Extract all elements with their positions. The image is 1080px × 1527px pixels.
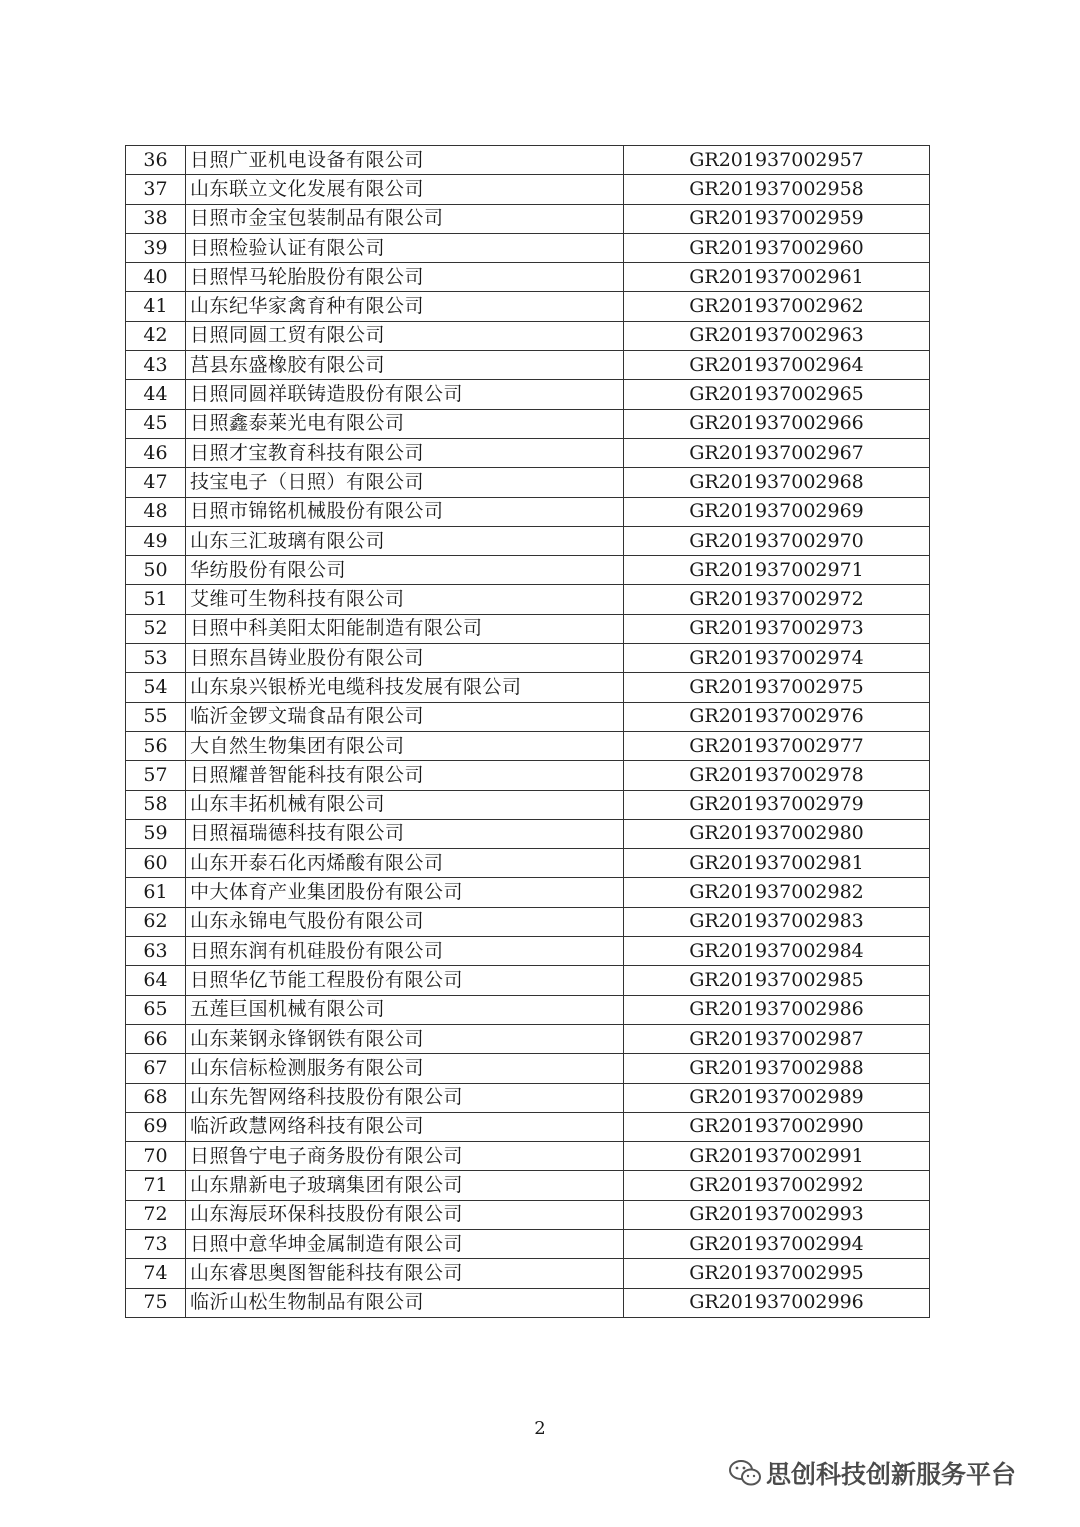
table-row xyxy=(126,1024,930,1053)
row-number: 66 xyxy=(126,1024,186,1053)
certificate-number: GR201937002957 xyxy=(624,146,930,175)
table-row xyxy=(126,1083,930,1112)
company-name: 日照华亿节能工程股份有限公司 xyxy=(186,966,624,995)
table-row xyxy=(126,263,930,292)
row-number: 45 xyxy=(126,409,186,438)
company-name: 山东永锦电气股份有限公司 xyxy=(186,907,624,936)
row-number: 40 xyxy=(126,263,186,292)
certificate-number: GR201937002965 xyxy=(624,380,930,409)
table-row xyxy=(126,380,930,409)
company-name: 临沂山松生物制品有限公司 xyxy=(186,1288,624,1317)
company-name: 山东丰拓机械有限公司 xyxy=(186,790,624,819)
table-row xyxy=(126,321,930,350)
certificate-number: GR201937002959 xyxy=(624,204,930,233)
table-row xyxy=(126,673,930,702)
row-number: 61 xyxy=(126,878,186,907)
row-number: 52 xyxy=(126,614,186,643)
company-name: 中大体育产业集团股份有限公司 xyxy=(186,878,624,907)
table-row xyxy=(126,233,930,262)
company-name: 日照同圆祥联铸造股份有限公司 xyxy=(186,380,624,409)
table-row xyxy=(126,556,930,585)
row-number: 71 xyxy=(126,1171,186,1200)
company-name: 山东开泰石化丙烯酸有限公司 xyxy=(186,849,624,878)
certificate-number: GR201937002971 xyxy=(624,556,930,585)
certificate-number: GR201937002977 xyxy=(624,731,930,760)
row-number: 69 xyxy=(126,1112,186,1141)
certificate-number: GR201937002975 xyxy=(624,673,930,702)
company-name: 艾维可生物科技有限公司 xyxy=(186,585,624,614)
company-name: 山东信标检测服务有限公司 xyxy=(186,1054,624,1083)
certificate-number: GR201937002976 xyxy=(624,702,930,731)
table-row xyxy=(126,1229,930,1258)
certificate-number: GR201937002973 xyxy=(624,614,930,643)
certificate-number: GR201937002963 xyxy=(624,321,930,350)
company-name: 日照鑫泰莱光电有限公司 xyxy=(186,409,624,438)
table-row xyxy=(126,937,930,966)
company-name: 山东纪华家禽育种有限公司 xyxy=(186,292,624,321)
watermark xyxy=(728,1455,1016,1491)
table-row xyxy=(126,761,930,790)
row-number: 60 xyxy=(126,849,186,878)
certificate-number: GR201937002983 xyxy=(624,907,930,936)
row-number: 57 xyxy=(126,761,186,790)
table-row xyxy=(126,731,930,760)
table-row xyxy=(126,790,930,819)
row-number: 55 xyxy=(126,702,186,731)
certificate-number: GR201937002996 xyxy=(624,1288,930,1317)
table-row xyxy=(126,907,930,936)
table-row xyxy=(126,1112,930,1141)
company-name: 山东莱钢永锋钢铁有限公司 xyxy=(186,1024,624,1053)
row-number: 63 xyxy=(126,937,186,966)
table-row xyxy=(126,1171,930,1200)
table-row xyxy=(126,468,930,497)
table-row xyxy=(126,526,930,555)
table-row xyxy=(126,966,930,995)
company-name: 日照东润有机硅股份有限公司 xyxy=(186,937,624,966)
row-number: 49 xyxy=(126,526,186,555)
row-number: 72 xyxy=(126,1200,186,1229)
certificate-number: GR201937002972 xyxy=(624,585,930,614)
row-number: 39 xyxy=(126,233,186,262)
company-name: 山东三汇玻璃有限公司 xyxy=(186,526,624,555)
certificate-number: GR201937002982 xyxy=(624,878,930,907)
company-name: 日照市金宝包装制品有限公司 xyxy=(186,204,624,233)
row-number: 56 xyxy=(126,731,186,760)
company-name: 临沂政慧网络科技有限公司 xyxy=(186,1112,624,1141)
company-name: 日照才宝教育科技有限公司 xyxy=(186,438,624,467)
company-name: 日照福瑞德科技有限公司 xyxy=(186,819,624,848)
certificate-number: GR201937002969 xyxy=(624,497,930,526)
table-row xyxy=(126,292,930,321)
table-row xyxy=(126,585,930,614)
certificate-number: GR201937002984 xyxy=(624,937,930,966)
company-name: 日照市锦铭机械股份有限公司 xyxy=(186,497,624,526)
table-row xyxy=(126,702,930,731)
company-name: 山东海辰环保科技股份有限公司 xyxy=(186,1200,624,1229)
certificate-number: GR201937002994 xyxy=(624,1229,930,1258)
row-number: 36 xyxy=(126,146,186,175)
row-number: 47 xyxy=(126,468,186,497)
table-row xyxy=(126,1288,930,1317)
table-row xyxy=(126,1142,930,1171)
row-number: 67 xyxy=(126,1054,186,1083)
certificate-number: GR201937002970 xyxy=(624,526,930,555)
company-name: 日照耀普智能科技有限公司 xyxy=(186,761,624,790)
certificate-number: GR201937002968 xyxy=(624,468,930,497)
watermark-text: 思创科技创新服务平台 xyxy=(766,1460,1017,1489)
certificate-number: GR201937002966 xyxy=(624,409,930,438)
table-row xyxy=(126,644,930,673)
certificate-number: GR201937002990 xyxy=(624,1112,930,1141)
table-row xyxy=(126,849,930,878)
company-name: 日照检验认证有限公司 xyxy=(186,233,624,262)
table-row xyxy=(126,175,930,204)
row-number: 38 xyxy=(126,204,186,233)
certificate-number: GR201937002964 xyxy=(624,351,930,380)
company-name: 五莲巨国机械有限公司 xyxy=(186,995,624,1024)
company-name: 日照中科美阳太阳能制造有限公司 xyxy=(186,614,624,643)
table-row xyxy=(126,351,930,380)
certificate-number: GR201937002979 xyxy=(624,790,930,819)
certificate-table-body xyxy=(126,146,930,1318)
certificate-table xyxy=(125,145,930,1318)
company-name: 临沂金锣文瑞食品有限公司 xyxy=(186,702,624,731)
certificate-number: GR201937002987 xyxy=(624,1024,930,1053)
table-row xyxy=(126,1054,930,1083)
company-name: 日照悍马轮胎股份有限公司 xyxy=(186,263,624,292)
row-number: 74 xyxy=(126,1259,186,1288)
certificate-number: GR201937002958 xyxy=(624,175,930,204)
company-name: 山东泉兴银桥光电缆科技发展有限公司 xyxy=(186,673,624,702)
table-row xyxy=(126,204,930,233)
certificate-number: GR201937002961 xyxy=(624,263,930,292)
row-number: 51 xyxy=(126,585,186,614)
company-name: 技宝电子（日照）有限公司 xyxy=(186,468,624,497)
row-number: 68 xyxy=(126,1083,186,1112)
certificate-number: GR201937002988 xyxy=(624,1054,930,1083)
company-name: 大自然生物集团有限公司 xyxy=(186,731,624,760)
table-row xyxy=(126,995,930,1024)
certificate-number: GR201937002978 xyxy=(624,761,930,790)
company-name: 日照中意华坤金属制造有限公司 xyxy=(186,1229,624,1258)
table-row xyxy=(126,1200,930,1229)
company-name: 日照同圆工贸有限公司 xyxy=(186,321,624,350)
certificate-number: GR201937002992 xyxy=(624,1171,930,1200)
certificate-number: GR201937002995 xyxy=(624,1259,930,1288)
table-row xyxy=(126,1259,930,1288)
certificate-number: GR201937002980 xyxy=(624,819,930,848)
row-number: 70 xyxy=(126,1142,186,1171)
company-name: 日照广亚机电设备有限公司 xyxy=(186,146,624,175)
row-number: 43 xyxy=(126,351,186,380)
row-number: 65 xyxy=(126,995,186,1024)
row-number: 48 xyxy=(126,497,186,526)
row-number: 42 xyxy=(126,321,186,350)
row-number: 62 xyxy=(126,907,186,936)
row-number: 50 xyxy=(126,556,186,585)
row-number: 44 xyxy=(126,380,186,409)
table-row xyxy=(126,497,930,526)
row-number: 59 xyxy=(126,819,186,848)
company-name: 山东鼎新电子玻璃集团有限公司 xyxy=(186,1171,624,1200)
certificate-number: GR201937002974 xyxy=(624,644,930,673)
certificate-number: GR201937002981 xyxy=(624,849,930,878)
company-name: 山东睿思奥图智能科技有限公司 xyxy=(186,1259,624,1288)
table-row xyxy=(126,878,930,907)
company-name: 山东先智网络科技股份有限公司 xyxy=(186,1083,624,1112)
page-number: 2 xyxy=(534,1418,546,1439)
row-number: 75 xyxy=(126,1288,186,1317)
certificate-number: GR201937002989 xyxy=(624,1083,930,1112)
table-row xyxy=(126,438,930,467)
certificate-number: GR201937002985 xyxy=(624,966,930,995)
table-row xyxy=(126,819,930,848)
company-name: 华纺股份有限公司 xyxy=(186,556,624,585)
row-number: 73 xyxy=(126,1229,186,1258)
company-name: 莒县东盛橡胶有限公司 xyxy=(186,351,624,380)
table-row xyxy=(126,614,930,643)
row-number: 58 xyxy=(126,790,186,819)
row-number: 41 xyxy=(126,292,186,321)
company-name: 山东联立文化发展有限公司 xyxy=(186,175,624,204)
company-name: 日照鲁宁电子商务股份有限公司 xyxy=(186,1142,624,1171)
company-name: 日照东昌铸业股份有限公司 xyxy=(186,644,624,673)
row-number: 46 xyxy=(126,438,186,467)
certificate-number: GR201937002960 xyxy=(624,233,930,262)
row-number: 53 xyxy=(126,644,186,673)
table-row xyxy=(126,409,930,438)
certificate-number: GR201937002986 xyxy=(624,995,930,1024)
wechat-icon xyxy=(728,1458,762,1488)
certificate-number: GR201937002991 xyxy=(624,1142,930,1171)
row-number: 54 xyxy=(126,673,186,702)
certificate-number: GR201937002962 xyxy=(624,292,930,321)
table-row xyxy=(126,146,930,175)
row-number: 37 xyxy=(126,175,186,204)
row-number: 64 xyxy=(126,966,186,995)
certificate-number: GR201937002993 xyxy=(624,1200,930,1229)
certificate-number: GR201937002967 xyxy=(624,438,930,467)
